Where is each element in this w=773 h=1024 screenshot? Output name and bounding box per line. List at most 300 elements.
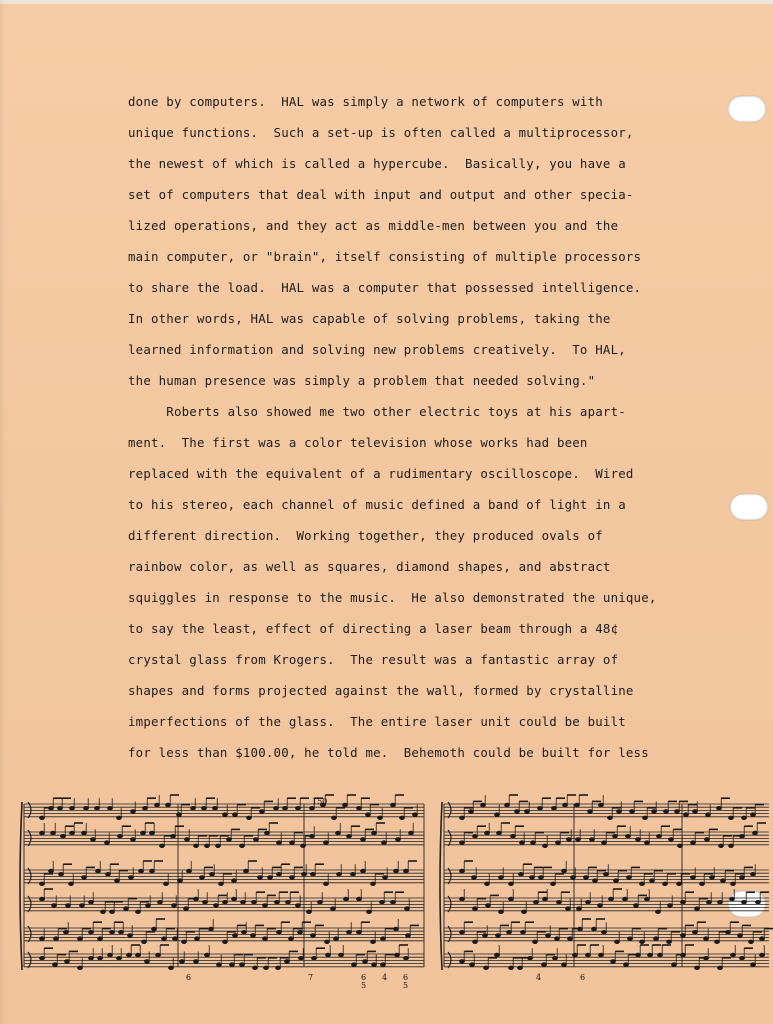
music-note bbox=[285, 960, 290, 963]
music-note bbox=[481, 803, 486, 806]
music-note bbox=[254, 838, 259, 841]
music-note bbox=[70, 831, 75, 834]
music-note bbox=[194, 960, 199, 963]
music-note bbox=[301, 844, 306, 847]
music-note bbox=[394, 927, 399, 930]
music-note bbox=[608, 816, 613, 819]
music-note bbox=[40, 897, 45, 900]
music-note bbox=[150, 869, 155, 872]
music-note bbox=[347, 835, 352, 838]
text-line: rainbow color, as well as squares, diamond shapes, and abstract bbox=[128, 559, 611, 574]
music-note bbox=[409, 831, 414, 834]
music-note bbox=[675, 810, 680, 813]
music-note bbox=[223, 813, 228, 816]
music-note bbox=[413, 813, 418, 816]
music-note bbox=[286, 901, 291, 904]
music-note bbox=[509, 882, 514, 885]
music-note bbox=[509, 897, 514, 900]
music-note bbox=[177, 813, 182, 816]
music-note bbox=[325, 940, 330, 943]
music-note bbox=[593, 879, 598, 882]
music-note bbox=[115, 879, 120, 882]
music-note bbox=[681, 901, 686, 904]
music-note bbox=[721, 879, 726, 882]
music-note bbox=[731, 953, 736, 956]
music-note bbox=[528, 957, 533, 960]
music-note bbox=[49, 869, 54, 872]
music-note bbox=[538, 807, 543, 810]
music-note bbox=[756, 901, 761, 904]
music-note bbox=[624, 963, 629, 966]
music-note bbox=[391, 803, 396, 806]
music-note bbox=[98, 957, 103, 960]
music-note bbox=[522, 910, 527, 913]
music-note bbox=[343, 803, 348, 806]
music-note bbox=[715, 940, 720, 943]
binder-hole bbox=[730, 494, 768, 520]
text-line: the newest of which is called a hypercube. Basically, you have a bbox=[128, 156, 626, 171]
music-note bbox=[751, 963, 756, 966]
music-note bbox=[740, 876, 745, 879]
music-note bbox=[127, 953, 132, 956]
music-note bbox=[678, 844, 683, 847]
music-note bbox=[664, 810, 669, 813]
music-note bbox=[729, 816, 734, 819]
music-note bbox=[609, 897, 614, 900]
music-note bbox=[214, 904, 219, 907]
music-note bbox=[290, 876, 295, 879]
music-note bbox=[499, 910, 504, 913]
music-note bbox=[460, 960, 465, 963]
music-note bbox=[740, 957, 745, 960]
text-line: to say the least, effect of directing a laser beam through a 48¢ bbox=[128, 621, 619, 636]
music-note bbox=[602, 931, 607, 934]
music-note bbox=[742, 901, 747, 904]
text-line: imperfections of the glass. The entire laser unit could be built bbox=[128, 714, 626, 729]
music-note bbox=[667, 940, 672, 943]
music-note bbox=[299, 957, 304, 960]
figured-bass: 4 bbox=[536, 973, 542, 982]
music-note bbox=[718, 966, 723, 969]
music-note bbox=[658, 953, 663, 956]
music-note bbox=[472, 876, 477, 879]
music-note bbox=[573, 953, 578, 956]
music-note bbox=[460, 869, 465, 872]
music-note bbox=[131, 838, 136, 841]
music-note bbox=[209, 927, 214, 930]
music-note bbox=[264, 966, 269, 969]
music-note bbox=[233, 934, 238, 937]
music-note bbox=[543, 897, 548, 900]
music-note bbox=[311, 873, 316, 876]
music-note bbox=[460, 841, 465, 844]
music-note bbox=[704, 937, 709, 940]
music-note bbox=[731, 882, 736, 885]
music-note bbox=[91, 838, 96, 841]
music-staves-right bbox=[438, 792, 773, 992]
music-note bbox=[117, 957, 122, 960]
music-note bbox=[378, 816, 383, 819]
music-note bbox=[515, 810, 520, 813]
music-note bbox=[681, 953, 686, 956]
music-note bbox=[89, 901, 94, 904]
music-note bbox=[191, 807, 196, 810]
music-note bbox=[352, 963, 357, 966]
music-note bbox=[668, 904, 673, 907]
music-note bbox=[247, 816, 252, 819]
music-note bbox=[663, 882, 668, 885]
music-note bbox=[586, 901, 591, 904]
text-line: the human presence was simply a problem that needed solving." bbox=[128, 373, 596, 388]
music-note bbox=[145, 960, 150, 963]
music-note bbox=[166, 803, 171, 806]
music-note bbox=[40, 816, 45, 819]
music-note bbox=[143, 807, 148, 810]
music-note bbox=[380, 901, 385, 904]
music-note bbox=[371, 940, 376, 943]
music-note bbox=[108, 807, 113, 810]
music-note bbox=[654, 937, 659, 940]
text-line: crystal glass from Krogers. The result was a fantastic array of bbox=[128, 652, 619, 667]
music-note bbox=[180, 960, 185, 963]
music-note bbox=[106, 873, 111, 876]
music-note bbox=[381, 937, 386, 940]
music-note bbox=[520, 841, 525, 844]
music-note bbox=[539, 876, 544, 879]
music-note bbox=[640, 882, 645, 885]
music-note bbox=[705, 838, 710, 841]
music-note bbox=[628, 937, 633, 940]
music-note bbox=[265, 831, 270, 834]
music-note bbox=[302, 873, 307, 876]
music-note bbox=[576, 838, 581, 841]
music-note bbox=[136, 910, 141, 913]
music-note bbox=[740, 835, 745, 838]
music-note bbox=[66, 904, 71, 907]
music-note bbox=[563, 803, 568, 806]
music-note bbox=[205, 844, 210, 847]
music-note bbox=[518, 966, 523, 969]
music-note bbox=[336, 831, 341, 834]
music-note bbox=[326, 953, 331, 956]
music-note bbox=[571, 876, 576, 879]
music-note bbox=[552, 807, 557, 810]
music-note bbox=[210, 873, 215, 876]
music-note bbox=[344, 897, 349, 900]
music-note bbox=[363, 960, 368, 963]
music-note bbox=[555, 937, 560, 940]
music-note bbox=[324, 882, 329, 885]
music-note bbox=[469, 810, 474, 813]
music-note bbox=[54, 937, 59, 940]
music-note bbox=[65, 960, 70, 963]
music-note bbox=[588, 810, 593, 813]
music-note bbox=[82, 831, 87, 834]
music-note bbox=[614, 879, 619, 882]
music-note bbox=[396, 838, 401, 841]
music-note bbox=[691, 841, 696, 844]
music-note bbox=[599, 803, 604, 806]
music-note bbox=[205, 953, 210, 956]
music-note bbox=[525, 810, 530, 813]
music-note bbox=[730, 897, 735, 900]
music-note bbox=[95, 807, 100, 810]
text-line: replaced with the equivalent of a rudimentary oscilloscope. Wired bbox=[128, 466, 634, 481]
music-note bbox=[187, 869, 192, 872]
figured-bass: 7 bbox=[308, 973, 314, 982]
text-line: to his stereo, each channel of music defined a band of light in a bbox=[128, 497, 626, 512]
music-note bbox=[704, 957, 709, 960]
music-note bbox=[142, 940, 147, 943]
music-note bbox=[357, 807, 362, 810]
music-note bbox=[760, 937, 765, 940]
music-note bbox=[253, 966, 258, 969]
text-line: unique functions. Such a set-up is often called a multiprocessor, bbox=[128, 125, 634, 140]
sheet-music-right bbox=[438, 792, 773, 992]
music-note bbox=[203, 901, 208, 904]
music-note bbox=[263, 904, 268, 907]
text-line: for less than $100.00, he told me. Behemoth could be built for less bbox=[128, 745, 649, 760]
music-note bbox=[499, 876, 504, 879]
music-note bbox=[260, 810, 265, 813]
music-note bbox=[324, 841, 329, 844]
music-note bbox=[136, 953, 141, 956]
music-note bbox=[751, 813, 756, 816]
music-note bbox=[213, 807, 218, 810]
music-note bbox=[150, 831, 155, 834]
music-note bbox=[590, 838, 595, 841]
text-line: In other words, HAL was capable of solving problems, taking the bbox=[128, 311, 611, 326]
text-line: different direction. Working together, they produced ovals of bbox=[128, 528, 603, 543]
music-note bbox=[251, 934, 256, 937]
music-note bbox=[534, 901, 539, 904]
music-note bbox=[473, 940, 478, 943]
music-note bbox=[119, 931, 124, 934]
music-note bbox=[298, 931, 303, 934]
music-note bbox=[61, 835, 66, 838]
music-note bbox=[695, 907, 700, 910]
music-note bbox=[636, 838, 641, 841]
music-note bbox=[623, 897, 628, 900]
music-note bbox=[643, 816, 648, 819]
music-note bbox=[645, 897, 650, 900]
text-line: to share the load. HAL was a computer that possessed intelligence. bbox=[128, 280, 642, 295]
figured-bass: 6 bbox=[186, 973, 192, 982]
music-note bbox=[657, 835, 662, 838]
music-note bbox=[69, 882, 74, 885]
music-note bbox=[347, 931, 352, 934]
music-note bbox=[216, 844, 221, 847]
music-note bbox=[566, 907, 571, 910]
music-note bbox=[283, 807, 288, 810]
music-note bbox=[578, 927, 583, 930]
music-note bbox=[277, 841, 282, 844]
music-note bbox=[484, 966, 489, 969]
music-note bbox=[613, 835, 618, 838]
music-note bbox=[599, 953, 604, 956]
music-note bbox=[485, 831, 490, 834]
music-note bbox=[700, 882, 705, 885]
music-note bbox=[749, 940, 754, 943]
music-note bbox=[310, 807, 315, 810]
music-note bbox=[223, 901, 228, 904]
music-note bbox=[395, 953, 400, 956]
music-note bbox=[160, 844, 165, 847]
music-note bbox=[742, 816, 747, 819]
music-note bbox=[52, 904, 57, 907]
music-note bbox=[312, 957, 317, 960]
music-note bbox=[162, 937, 167, 940]
music-note bbox=[195, 937, 200, 940]
music-note bbox=[495, 953, 500, 956]
music-note bbox=[562, 963, 567, 966]
music-note bbox=[404, 869, 409, 872]
music-note bbox=[232, 897, 237, 900]
music-note bbox=[691, 876, 696, 879]
music-note bbox=[268, 876, 273, 879]
music-note bbox=[96, 869, 101, 872]
music-note bbox=[108, 953, 113, 956]
binder-hole bbox=[728, 96, 766, 122]
music-note bbox=[296, 904, 301, 907]
music-note bbox=[521, 931, 526, 934]
music-note bbox=[598, 904, 603, 907]
text-line: ment. The first was a color television whose works had been bbox=[128, 435, 588, 450]
music-note bbox=[648, 953, 653, 956]
music-note bbox=[495, 813, 500, 816]
music-note bbox=[719, 844, 724, 847]
music-note bbox=[367, 910, 372, 913]
music-note bbox=[542, 963, 547, 966]
music-note bbox=[586, 953, 591, 956]
music-note bbox=[726, 931, 731, 934]
sheet-music-left bbox=[18, 792, 428, 992]
music-note bbox=[117, 816, 122, 819]
music-note bbox=[40, 831, 45, 834]
music-note bbox=[128, 934, 133, 937]
music-note bbox=[672, 963, 677, 966]
text-line: shapes and forms projected against the wall, formed by crystalline bbox=[128, 683, 634, 698]
music-note bbox=[405, 907, 410, 910]
measure-number: 150 bbox=[312, 797, 328, 806]
music-note bbox=[53, 963, 58, 966]
music-note bbox=[169, 966, 174, 969]
figured-bass: 6 bbox=[361, 973, 367, 982]
music-note bbox=[158, 901, 163, 904]
music-note bbox=[58, 807, 63, 810]
figured-bass: 6 bbox=[580, 973, 586, 982]
music-note bbox=[194, 844, 199, 847]
music-note bbox=[152, 927, 157, 930]
music-note bbox=[146, 904, 151, 907]
music-note bbox=[230, 963, 235, 966]
music-note bbox=[339, 953, 344, 956]
music-note bbox=[634, 904, 639, 907]
music-note bbox=[592, 927, 597, 930]
music-note bbox=[232, 879, 237, 882]
music-note bbox=[178, 879, 183, 882]
music-note bbox=[172, 904, 177, 907]
music-note bbox=[738, 934, 743, 937]
music-note bbox=[718, 901, 723, 904]
music-note bbox=[118, 835, 123, 838]
music-note bbox=[40, 882, 45, 885]
music-note bbox=[473, 835, 478, 838]
music-note bbox=[753, 831, 758, 834]
music-note bbox=[129, 876, 134, 879]
music-note bbox=[277, 931, 282, 934]
music-note bbox=[575, 803, 580, 806]
music-note bbox=[258, 876, 263, 879]
music-note bbox=[486, 904, 491, 907]
music-note bbox=[627, 876, 632, 879]
music-staves-left bbox=[18, 792, 428, 992]
music-note bbox=[519, 873, 524, 876]
music-note bbox=[337, 873, 342, 876]
music-note bbox=[509, 966, 514, 969]
music-note bbox=[707, 901, 712, 904]
text-line: squiggles in response to the music. He also demonstrated the unique, bbox=[128, 590, 657, 605]
music-note bbox=[562, 869, 567, 872]
music-note bbox=[357, 931, 362, 934]
text-line: set of computers that deal with input and output and other specia- bbox=[128, 187, 634, 202]
music-note bbox=[244, 869, 249, 872]
music-note bbox=[357, 897, 362, 900]
music-note bbox=[636, 953, 641, 956]
music-note bbox=[105, 841, 110, 844]
music-note bbox=[381, 963, 386, 966]
music-note bbox=[70, 807, 75, 810]
music-note bbox=[82, 876, 87, 879]
music-note bbox=[351, 873, 356, 876]
music-note bbox=[470, 963, 475, 966]
music-note bbox=[556, 841, 561, 844]
music-note bbox=[615, 940, 620, 943]
music-note bbox=[533, 940, 538, 943]
text-line: main computer, or "brain", itself consisting of multiple processors bbox=[128, 249, 642, 264]
music-note bbox=[383, 876, 388, 879]
music-note bbox=[185, 838, 190, 841]
music-note bbox=[275, 901, 280, 904]
music-note bbox=[553, 957, 558, 960]
music-note bbox=[274, 807, 279, 810]
music-note bbox=[391, 901, 396, 904]
music-note bbox=[173, 937, 178, 940]
music-note bbox=[511, 835, 516, 838]
music-note bbox=[289, 937, 294, 940]
music-note bbox=[219, 882, 224, 885]
music-note bbox=[531, 841, 536, 844]
music-note bbox=[652, 810, 657, 813]
music-note bbox=[382, 841, 387, 844]
music-note bbox=[84, 807, 89, 810]
music-note bbox=[242, 931, 247, 934]
music-note bbox=[241, 901, 246, 904]
music-note bbox=[706, 813, 711, 816]
music-note bbox=[51, 831, 56, 834]
music-note bbox=[505, 803, 510, 806]
music-note bbox=[617, 810, 622, 813]
music-note bbox=[584, 876, 589, 879]
music-note bbox=[361, 838, 366, 841]
music-note bbox=[164, 882, 169, 885]
music-note bbox=[681, 934, 686, 937]
text-line: Roberts also showed me two other electric toys at his apart- bbox=[128, 404, 626, 419]
music-note bbox=[626, 835, 631, 838]
music-note bbox=[202, 807, 207, 810]
music-note bbox=[64, 931, 69, 934]
music-note bbox=[78, 937, 83, 940]
